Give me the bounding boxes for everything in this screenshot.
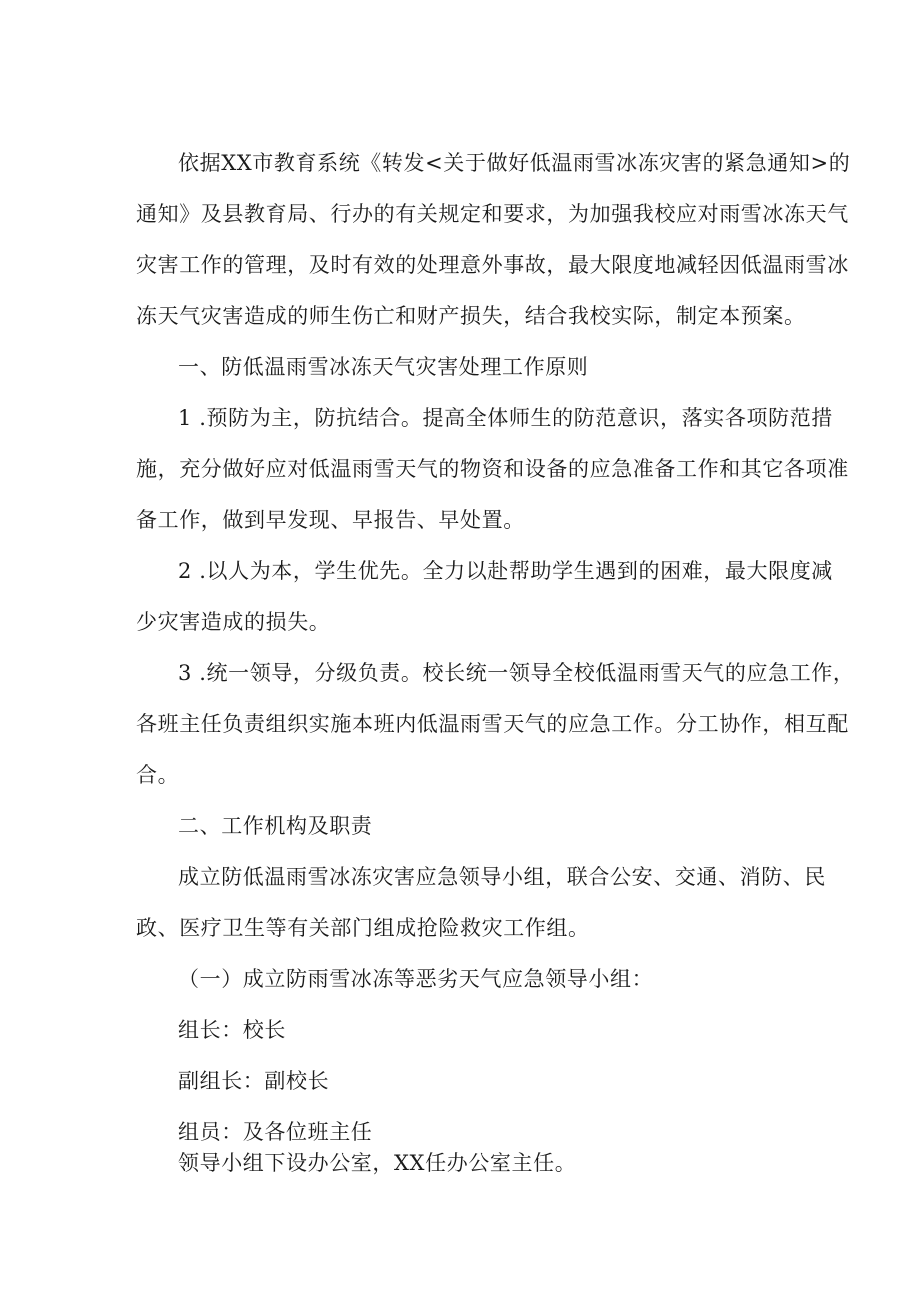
item2-line-1: 2 .以人为本，学生优先。全力以赴帮助学生遇到的困难，最大限度减 [178,559,833,583]
intro-line-4: 冻天气灾害造成的师生伤亡和财产损失，结合我校实际，制定本预案。 [136,304,806,328]
subsection1-heading: （一）成立防雨雪冰冻等恶劣天气应急领导小组： [178,967,654,991]
intro-line-3: 灾害工作的管理，及时有效的处理意外事故，最大限度地减轻因低温雨雪冰 [136,253,849,277]
section2-heading: 二、工作机构及职责 [178,814,373,838]
item3-line-2: 各班主任负责组织实施本班内低温雨雪天气的应急工作。分工协作，相互配 [136,712,849,736]
section2-para-line-2: 政、医疗卫生等有关部门组成抢险救灾工作组。 [136,916,590,940]
deputy-leader-line: 副组长：副校长 [178,1069,330,1093]
item1-line-2: 施，充分做好应对低温雨雪天气的物资和设备的应急准备工作和其它各项准 [136,457,849,481]
leader-line: 组长：校长 [178,1018,286,1042]
item3-line-1: 3 .统一领导，分级负责。校长统一领导全校低温雨雪天气的应急工作， [178,661,855,685]
item3-line-3: 合。 [136,763,180,787]
members-line: 组员：及各位班主任 [178,1120,373,1144]
section2-para-line-1: 成立防低温雨雪冰冻灾害应急领导小组，联合公安、交通、消防、民 [178,865,826,889]
intro-line-1: 依据XX市教育系统《转发<关于做好低温雨雪冰冻灾害的紧急通知>的 [178,151,851,175]
item1-line-1: 1 .预防为主，防抗结合。提高全体师生的防范意识，落实各项防范措 [178,406,833,430]
intro-line-2: 通知》及县教育局、行办的有关规定和要求，为加强我校应对雨雪冰冻天气 [136,202,849,226]
office-line: 领导小组下设办公室，XX任办公室主任。 [178,1151,577,1175]
section1-heading: 一、防低温雨雪冰冻天气灾害处理工作原则 [178,355,589,379]
item2-line-2: 少灾害造成的损失。 [136,610,331,634]
item1-line-3: 备工作，做到早发现、早报告、早处置。 [136,508,525,532]
